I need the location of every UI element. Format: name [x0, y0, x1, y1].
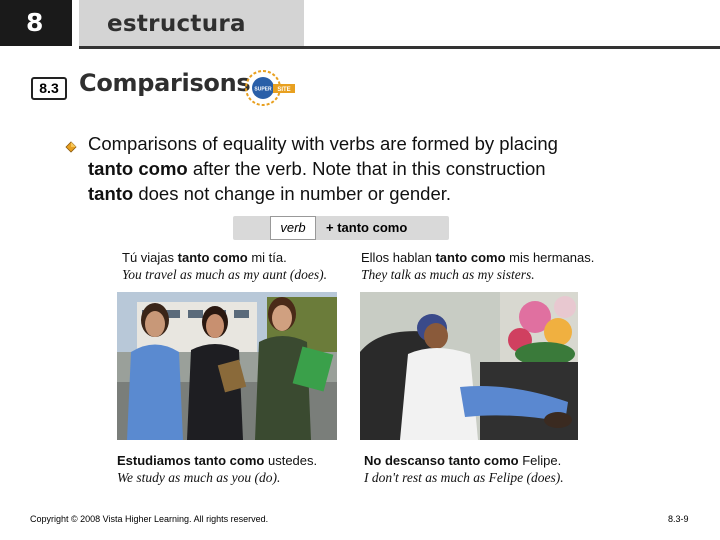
- chapter-number-box: [0, 0, 72, 46]
- bullet-tanto: tanto: [88, 183, 134, 204]
- section-title: Comparisons: [79, 69, 251, 97]
- example-3-es-bold: Estudiamos tanto como: [117, 453, 265, 468]
- chapter-number: 8: [26, 8, 44, 37]
- photo-man-resting: [360, 292, 578, 440]
- bullet-tanto-como: tanto como: [88, 158, 188, 179]
- bullet-line1: Comparisons of equality with verbs are formed by placing: [88, 133, 558, 154]
- header-divider: [79, 46, 720, 49]
- formula-tanto-como: tanto como: [337, 220, 408, 235]
- example-3-es-after: ustedes.: [264, 453, 318, 468]
- formula-strip: [233, 216, 449, 240]
- photo-students: [117, 292, 337, 440]
- example-4-es-after: Felipe.: [518, 453, 562, 468]
- example-4-es-bold: No descanso tanto como: [364, 453, 519, 468]
- header-title-box: [79, 0, 304, 46]
- supersite-icon[interactable]: [243, 68, 295, 108]
- svg-text:SUPER: SUPER: [254, 86, 272, 93]
- example-2-es-before: Ellos hablan: [361, 250, 436, 265]
- bullet-line2: after the verb. Note that in this construction: [187, 158, 546, 179]
- example-1-es-bold: tanto como: [177, 250, 248, 265]
- example-3-english: We study as much as you (do).: [117, 470, 281, 485]
- example-1-es-after: mi tía.: [247, 250, 287, 265]
- footer-page-number: 8.3-9: [668, 514, 689, 524]
- example-2-es-after: mis hermanas.: [505, 250, 595, 265]
- example-4-spanish: [364, 453, 561, 468]
- header-title: estructura: [107, 11, 246, 37]
- bullet-line3: does not change in number or gender.: [133, 183, 452, 204]
- formula-verb-box: verb: [270, 216, 316, 240]
- section-number-badge: 8.3: [31, 77, 67, 100]
- example-1-es-before: Tú viajas: [122, 250, 178, 265]
- example-4-english: I don't rest as much as Felipe (does).: [364, 470, 564, 485]
- svg-text:SITE: SITE: [277, 87, 291, 93]
- example-2-spanish: [361, 250, 594, 265]
- example-1-spanish: [122, 250, 287, 265]
- bullet-paragraph: [88, 131, 648, 206]
- formula-expression: [326, 216, 407, 240]
- example-3-spanish: [117, 453, 317, 468]
- footer-copyright: Copyright © 2008 Vista Higher Learning. All rights reserved.: [30, 514, 269, 524]
- example-2-es-bold: tanto como: [435, 250, 506, 265]
- bullet-diamond-icon: [64, 140, 78, 154]
- formula-plus: +: [326, 220, 334, 235]
- example-1-english: You travel as much as my aunt (does).: [122, 267, 327, 282]
- example-2-english: They talk as much as my sisters.: [361, 267, 535, 282]
